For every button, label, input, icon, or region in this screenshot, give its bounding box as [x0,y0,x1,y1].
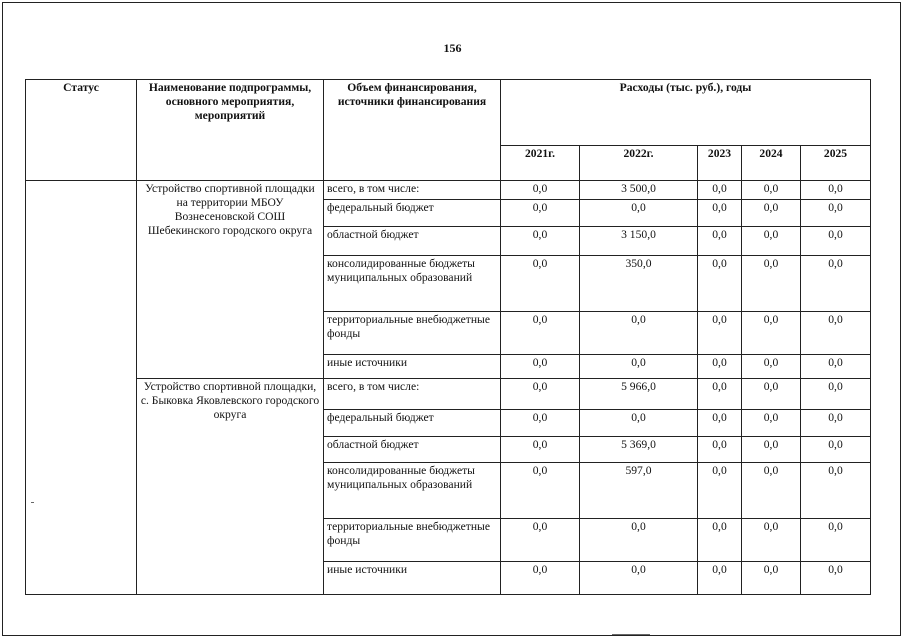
funding-source: территориальные внебюджетные фонды [324,519,501,562]
scan-artifact [612,634,650,635]
amount-cell: 0,0 [501,256,580,312]
amount-cell: 0,0 [801,256,871,312]
amount-cell: 0,0 [801,312,871,355]
amount-cell: 0,0 [698,437,742,463]
header-name: Наименование подпрограммы, основного мероприятия, мероприятий [137,80,324,181]
amount-cell: 0,0 [501,181,580,200]
amount-cell: 0,0 [742,355,801,379]
amount-cell: 0,0 [742,379,801,410]
header-year: 2025 [801,146,871,181]
amount-cell: 0,0 [580,312,698,355]
amount-cell: 0,0 [698,181,742,200]
funding-source: всего, в том числе: [324,379,501,410]
amount-cell: 0,0 [698,355,742,379]
header-year: 2024 [742,146,801,181]
funding-source: областной бюджет [324,437,501,463]
amount-cell: 0,0 [742,562,801,595]
funding-source: всего, в том числе: [324,181,501,200]
funding-source: консолидированные бюджеты муниципальных образований [324,256,501,312]
header-year: 2022г. [580,146,698,181]
header-expenses: Расходы (тыс. руб.), годы [501,80,871,146]
funding-source: федеральный бюджет [324,200,501,227]
amount-cell: 0,0 [801,355,871,379]
amount-cell: 0,0 [742,200,801,227]
amount-cell: 0,0 [801,379,871,410]
amount-cell: 0,0 [801,519,871,562]
amount-cell: 0,0 [742,312,801,355]
amount-cell: 0,0 [501,200,580,227]
amount-cell: 0,0 [742,463,801,519]
amount-cell: 0,0 [801,463,871,519]
amount-cell: 0,0 [501,379,580,410]
amount-cell: 0,0 [501,463,580,519]
header-year: 2021г. [501,146,580,181]
amount-cell: 0,0 [501,312,580,355]
amount-cell: 0,0 [580,410,698,437]
amount-cell: 0,0 [698,562,742,595]
amount-cell: 0,0 [501,519,580,562]
header-year: 2023 [698,146,742,181]
funding-source: консолидированные бюджеты муниципальных образований [324,463,501,519]
financing-table [25,79,871,595]
amount-cell: 0,0 [742,410,801,437]
amount-cell: 0,0 [801,227,871,256]
table-row [26,379,871,410]
amount-cell: 0,0 [501,562,580,595]
amount-cell: 0,0 [501,227,580,256]
funding-source: территориальные внебюджетные фонды [324,312,501,355]
measure-name: Устройство спортивной площадки, с. Быковка Яковлевского городского округа [137,379,324,595]
amount-cell: 0,0 [801,562,871,595]
amount-cell: 5 369,0 [580,437,698,463]
amount-cell: 0,0 [742,181,801,200]
amount-cell: 597,0 [580,463,698,519]
amount-cell: 0,0 [501,410,580,437]
amount-cell: 0,0 [801,410,871,437]
amount-cell: 0,0 [742,519,801,562]
funding-source: федеральный бюджет [324,410,501,437]
amount-cell: 0,0 [742,227,801,256]
amount-cell: 0,0 [501,437,580,463]
amount-cell: 0,0 [580,562,698,595]
amount-cell: 3 500,0 [580,181,698,200]
amount-cell: 0,0 [698,463,742,519]
funding-source: областной бюджет [324,227,501,256]
amount-cell: 0,0 [698,227,742,256]
status-cell [26,181,137,595]
table-body [26,181,871,595]
table-row [26,181,871,200]
funding-source: иные источники [324,355,501,379]
amount-cell: 0,0 [580,200,698,227]
header-status: Статус [26,80,137,181]
amount-cell: 0,0 [698,200,742,227]
amount-cell: 0,0 [580,519,698,562]
amount-cell: 0,0 [698,379,742,410]
amount-cell: 0,0 [801,437,871,463]
amount-cell: 0,0 [698,410,742,437]
amount-cell: 5 966,0 [580,379,698,410]
amount-cell: 0,0 [801,181,871,200]
amount-cell: 0,0 [742,256,801,312]
amount-cell: 350,0 [580,256,698,312]
amount-cell: 0,0 [801,200,871,227]
amount-cell: 3 150,0 [580,227,698,256]
header-volume: Объем финансирования, источники финансирования [324,80,501,181]
amount-cell: 0,0 [698,256,742,312]
amount-cell: 0,0 [742,437,801,463]
amount-cell: 0,0 [501,355,580,379]
amount-cell: 0,0 [580,355,698,379]
amount-cell: 0,0 [698,312,742,355]
measure-name: Устройство спортивной площадки на территории МБОУ Вознесеновской СОШ Шебекинского городского округа [137,181,324,379]
page-number: 156 [443,41,462,55]
funding-source: иные источники [324,562,501,595]
amount-cell: 0,0 [698,519,742,562]
